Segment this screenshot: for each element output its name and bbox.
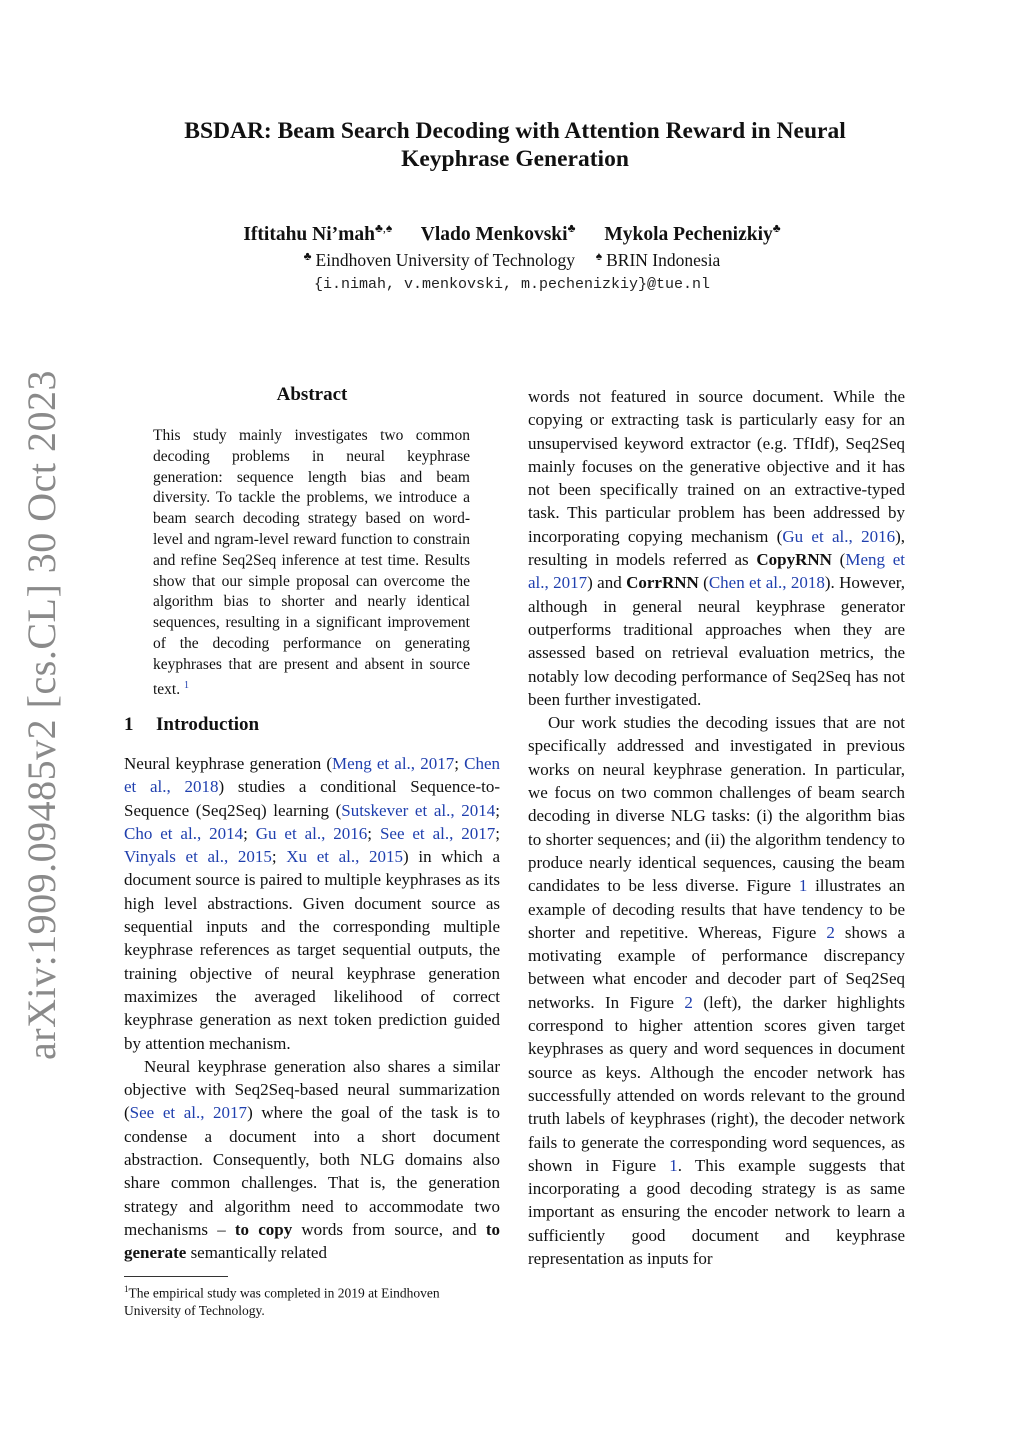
citation-link[interactable]: 2 — [826, 922, 835, 942]
arxiv-identifier: arXiv:1909.09485v2 [cs.CL] 30 Oct 2023 — [19, 369, 64, 1060]
body-text: shows a motivating example of performance discrepancy between what encoder and decoder part of Seq2Seq networks. In Figure — [528, 922, 905, 1012]
body-text: ). However, although in general neural keyphrase generator outperforms traditional approaches when they are assessed based on retrieval evaluation metrics, the notably low decoding performance of Seq2Seq has not been further investigated. — [528, 573, 905, 709]
affiliation-name: Eindhoven University of Technology — [315, 250, 575, 270]
body-text: ; — [243, 823, 256, 843]
citation-link[interactable]: 2 — [684, 992, 693, 1012]
footnote-divider — [124, 1276, 228, 1277]
bold-term: CorrRNN — [626, 573, 699, 593]
footnote-number: 1 — [124, 1284, 129, 1294]
intro-paragraph-2 — [124, 1055, 500, 1265]
author-emails: {i.nimah, v.menkovski, m.pechenizkiy}@tue.nl — [313, 276, 711, 293]
body-text: Our work studies the decoding issues that are not specifically addressed and investigated in previous works on neural keyphrase generation. In particular, we focus on two common challenges of beam search decoding in diverse NLG tasks: (i) the algorithm bias to shorter sequences; and (ii) the algorithm tendency to produce nearly identical sequences, causing the beam candidates to be less diverse. Figure — [528, 713, 905, 896]
author-name: Vlado Menkovski — [420, 224, 568, 245]
footnote-marker[interactable]: 1 — [184, 679, 189, 691]
citation-link[interactable]: Xu et al., 2015 — [286, 847, 404, 867]
body-text: ; — [495, 823, 500, 843]
club-symbol: ♣ — [303, 249, 312, 263]
citation-link[interactable]: See et al., 2017 — [379, 823, 496, 843]
footnote-text: The empirical study was completed in 2019 at Eindhoven University of Technology. — [124, 1285, 440, 1318]
citation-link[interactable]: Chen et al., 2018 — [124, 754, 500, 797]
body-text: ; — [454, 754, 465, 773]
citation-link[interactable]: Vinyals et al., 2015 — [124, 847, 272, 867]
citation-link[interactable]: 1 — [669, 1155, 678, 1175]
title-line-2: Keyphrase Generation — [401, 146, 629, 172]
author-affiliation-marks: ♣ — [772, 221, 781, 235]
intro-left-column — [124, 752, 500, 1265]
body-text: semantically related — [186, 1243, 327, 1263]
citation-link[interactable]: Sutskever et al., 2014 — [341, 800, 496, 820]
abstract-heading: Abstract — [276, 384, 348, 405]
intro-paragraph-4 — [528, 711, 905, 1270]
author-list — [0, 221, 1024, 246]
intro-paragraph-1 — [124, 752, 500, 1055]
body-text: ; — [367, 823, 380, 843]
body-text: ( — [698, 573, 709, 593]
body-text: illustrates an example of decoding results that have tendency to be shorter and repetitive. Whereas, Figure — [528, 876, 905, 942]
body-text: . This example suggests that incorporating a good decoding strategy is as same important as ensuring the encoder network to learn a sufficiently good document and keyphrase representation as inputs for — [528, 1155, 906, 1268]
body-text: ; — [495, 800, 500, 820]
author-affiliation-marks: ♣ — [567, 221, 576, 235]
abstract-body — [153, 426, 470, 701]
citation-link[interactable]: Cho et al., 2014 — [124, 823, 244, 843]
body-text: words not featured in source document. While the copying or extracting task is particularly easy for an unsupervised keyword extractor (e.g. TfIdf), Seq2Seq mainly focuses on the generative objective and it has not been specifically trained on an extractive-typed task. This particular problem has been addressed by incorporating copying mechanism ( — [528, 387, 905, 546]
citation-link[interactable]: Gu et al., 2016 — [255, 823, 368, 843]
citation-link[interactable]: See et al., 2017 — [129, 1103, 248, 1123]
affiliations — [0, 249, 1024, 271]
body-text: ) where the goal of the task is to condense a document into a short document abstraction. Consequently, both NLG domains also share common challenges. That is, the generation strategy and algorithm need to accommodate two mechanisms – — [124, 1103, 500, 1239]
section-number: 1 — [124, 714, 134, 735]
author-name: Mykola Pechenizkiy — [604, 224, 773, 245]
body-text: ) in which a document source is paired to multiple keyphrases as its high level abstractions. Given document source as sequential inputs and the corresponding multiple keyphrase references as target sequential outputs, the training objective of neural keyphrase generation maximizes the averaged likelihood of correct keyphrase generation as next token prediction guided by attention mechanism. — [124, 847, 500, 1053]
intro-right-column — [528, 385, 905, 1270]
body-text: ( — [831, 550, 846, 570]
body-text: words from source, and — [292, 1219, 486, 1239]
abstract-text: This study mainly investigates two common decoding problems in neural keyphrase generation: sequence length bias and beam diversity. To tackle the problems, we introduce a beam search decoding strategy based on word-level and ngram-level reward function to constrain and refine Seq2Seq inference at test time. Results show that our simple proposal can overcome the algorithm bias to shorter and nearly identical sequences, resulting in a significant improvement of the decoding performance on generating keyphrases that are present and absent in source text. — [153, 427, 470, 698]
bold-term: to generate — [124, 1219, 500, 1263]
citation-link[interactable]: Meng et al., 2017 — [332, 754, 455, 773]
affiliation-name: BRIN Indonesia — [606, 250, 721, 270]
title-line-1: BSDAR: Beam Search Decoding with Attention Reward in Neural — [184, 118, 846, 144]
bold-term: CopyRNN — [756, 550, 832, 570]
body-text: Neural keyphrase generation ( — [124, 754, 333, 773]
body-text: ) and — [587, 573, 627, 593]
body-text: ) studies a conditional Sequence-to-Sequence (Seq2Seq) learning ( — [124, 777, 500, 820]
section-heading — [124, 714, 259, 736]
body-text: (left), the darker highlights correspond to higher attention scores given target keyphrases as query and word sequences in document source as keys. Although the encoder network has successfully attended on words relevant to the ground truth labels of keyphrases (right), the decoder network fails to generate the corresponding word sequences, as shown in Figure — [528, 992, 905, 1175]
citation-link[interactable]: Chen et al., 2018 — [708, 573, 825, 593]
body-text: ), resulting in models referred as — [528, 526, 905, 570]
body-text: ; — [271, 847, 287, 867]
body-text: Neural keyphrase generation also shares a similar objective with Seq2Seq-based neural summarization ( — [124, 1056, 500, 1123]
section-title: Introduction — [156, 714, 260, 735]
bold-term: to copy — [234, 1219, 293, 1239]
footnote — [124, 1281, 500, 1319]
author-affiliation-marks: ♣,♠ — [374, 221, 393, 235]
citation-link[interactable]: 1 — [798, 876, 808, 896]
spade-symbol: ♠ — [595, 249, 603, 263]
paper-title — [130, 117, 900, 173]
intro-paragraph-3 — [528, 385, 905, 711]
citation-link[interactable]: Gu et al., 2016 — [782, 526, 896, 546]
author-name: Iftitahu Ni’mah — [243, 224, 375, 245]
citation-link[interactable]: Meng et al., 2017 — [528, 550, 905, 593]
